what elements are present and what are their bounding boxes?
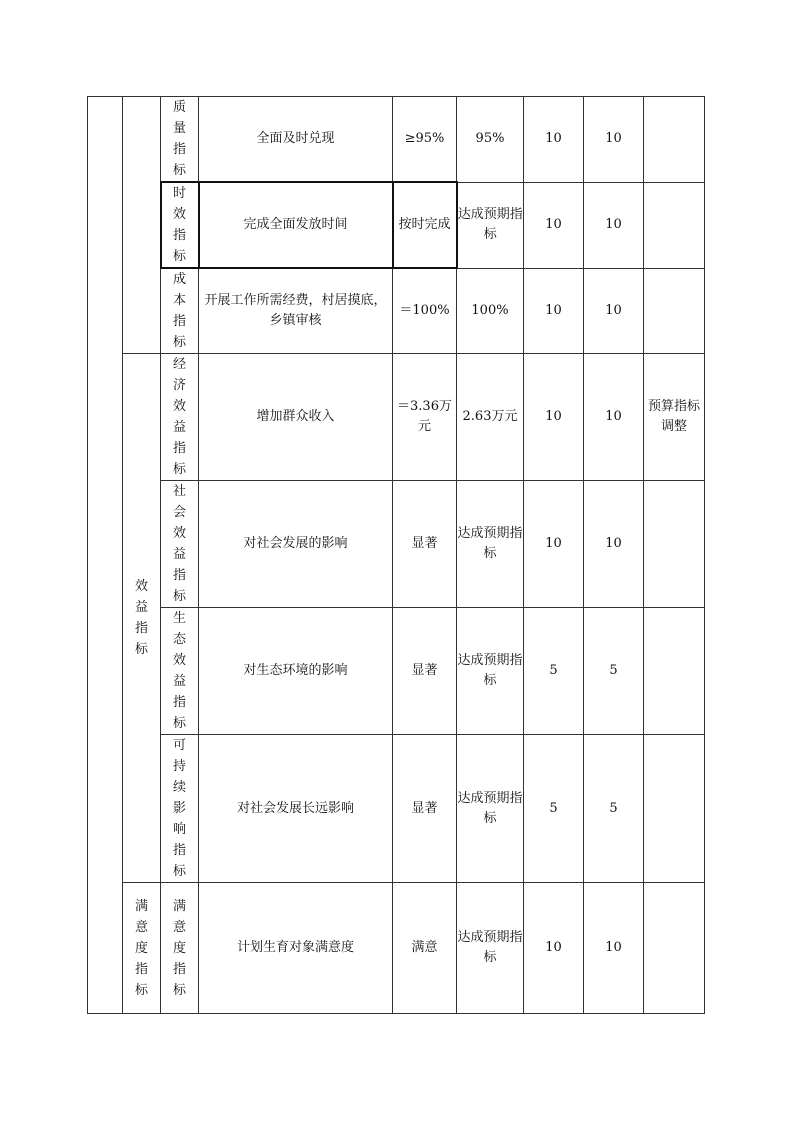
score-value: 10 <box>584 268 644 354</box>
weight-value: 5 <box>524 608 584 735</box>
target-value: ＝3.36万元 <box>393 354 457 481</box>
target-value: 显著 <box>393 608 457 735</box>
score-value: 5 <box>584 608 644 735</box>
weight-value: 10 <box>524 97 584 183</box>
secondary-indicator: 经济效益指标 <box>161 354 199 481</box>
target-value: ＝100% <box>393 268 457 354</box>
target-value: 按时完成 <box>393 182 457 268</box>
note-value <box>644 182 705 268</box>
indicator-content: 全面及时兑现 <box>199 97 393 183</box>
secondary-indicator: 成本指标 <box>161 268 199 354</box>
actual-value: 达成预期指标 <box>457 608 524 735</box>
table-row <box>88 182 705 268</box>
table-row <box>88 354 705 481</box>
table-row <box>88 883 705 1014</box>
indicator-content: 完成全面发放时间 <box>199 182 393 268</box>
weight-value: 10 <box>524 481 584 608</box>
score-value: 10 <box>584 481 644 608</box>
table-row <box>88 481 705 608</box>
target-value: 满意 <box>393 883 457 1014</box>
target-value: ≥95% <box>393 97 457 183</box>
secondary-indicator: 时效指标 <box>161 182 199 268</box>
indicator-content: 对社会发展长远影响 <box>199 735 393 883</box>
actual-value: 达成预期指标 <box>457 481 524 608</box>
secondary-indicator: 生态效益指标 <box>161 608 199 735</box>
level2-cell-benefit: 效益指标 <box>123 354 161 883</box>
note-value <box>644 608 705 735</box>
note-value <box>644 268 705 354</box>
note-value <box>644 883 705 1014</box>
level1-cell <box>88 97 123 1014</box>
score-value: 10 <box>584 354 644 481</box>
actual-value: 95% <box>457 97 524 183</box>
note-value: 预算指标调整 <box>644 354 705 481</box>
weight-value: 5 <box>524 735 584 883</box>
indicator-content: 增加群众收入 <box>199 354 393 481</box>
secondary-indicator: 质量指标 <box>161 97 199 183</box>
score-value: 10 <box>584 182 644 268</box>
actual-value: 达成预期指标 <box>457 735 524 883</box>
table-row <box>88 268 705 354</box>
actual-value: 2.63万元 <box>457 354 524 481</box>
level2-cell-satisfaction: 满意度指标 <box>123 883 161 1014</box>
weight-value: 10 <box>524 268 584 354</box>
weight-value: 10 <box>524 182 584 268</box>
actual-value: 达成预期指标 <box>457 883 524 1014</box>
weight-value: 10 <box>524 883 584 1014</box>
performance-table <box>87 96 705 1014</box>
table-row <box>88 735 705 883</box>
note-value <box>644 481 705 608</box>
score-value: 10 <box>584 883 644 1014</box>
target-value: 显著 <box>393 481 457 608</box>
score-value: 10 <box>584 97 644 183</box>
indicator-content: 开展工作所需经费，村居摸底，乡镇审核 <box>199 268 393 354</box>
score-value: 5 <box>584 735 644 883</box>
note-value <box>644 97 705 183</box>
note-value <box>644 735 705 883</box>
target-value: 显著 <box>393 735 457 883</box>
secondary-indicator: 满意度指标 <box>161 883 199 1014</box>
level2-cell-output <box>123 97 161 354</box>
actual-value: 达成预期指标 <box>457 182 524 268</box>
secondary-indicator: 社会效益指标 <box>161 481 199 608</box>
table-row <box>88 608 705 735</box>
actual-value: 100% <box>457 268 524 354</box>
secondary-indicator: 可持续影响指标 <box>161 735 199 883</box>
indicator-content: 对社会发展的影响 <box>199 481 393 608</box>
indicator-content: 计划生育对象满意度 <box>199 883 393 1014</box>
table-row <box>88 97 705 183</box>
indicator-content: 对生态环境的影响 <box>199 608 393 735</box>
weight-value: 10 <box>524 354 584 481</box>
